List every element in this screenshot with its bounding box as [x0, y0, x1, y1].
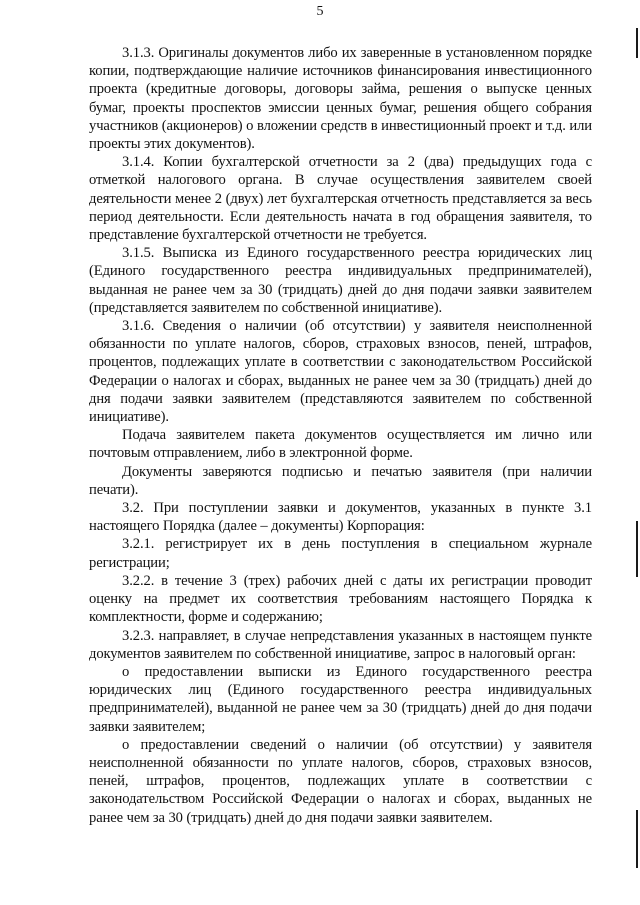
scan-edge-mark [636, 810, 638, 868]
paragraph-3-1-4: 3.1.4. Копии бухгалтерской отчетности за 2 (два) предыдущих года с отметкой налогового органа. В случае осуществления заявителем своей деятельности менее 2 (двух) лет бухгалтерская отчетность представляется за весь период деятельности. Если деятельность начата в год обращения заявителя, то представление бухгалтерской отчетности не требуется. [89, 154, 592, 244]
paragraph-request-egrul: о предоставлении выписки из Единого государственного реестра юридических лиц (Единого государственного реестра индивидуальных предпринимателей), выданной не ранее чем за 30 (тридцать) дней до дня подачи заявки заявителем; [89, 663, 592, 735]
page-number: 5 [316, 4, 324, 19]
paragraph-3-2-3: 3.2.3. направляет, в случае непредставления указанных в настоящем пункте документов заявителем по собственной инициативе, запрос в налоговый орган: [89, 627, 592, 662]
scan-edge-mark [636, 521, 638, 577]
paragraph-3-1-5: 3.1.5. Выписка из Единого государственного реестра юридических лиц (Единого государственного реестра индивидуальных предпринимателей), выданная не ранее чем за 30 (тридцать) дней до дня подачи заявки заявителем (представляется заявителем по собственной инициативе). [89, 245, 592, 316]
paragraph-submission: Подача заявителем пакета документов осуществляется им лично или почтовым отправлением, либо в электронной форме. [89, 427, 592, 462]
paragraph-3-2-1: 3.2.1. регистрирует их в день поступления в специальном журнале регистрации; [89, 536, 592, 571]
scan-edge-mark [636, 28, 638, 58]
paragraph-3-2-2: 3.2.2. в течение 3 (трех) рабочих дней с даты их регистрации проводит оценку на предмет их соответствия требованиям настоящего Порядка к комплектности, форме и содержанию; [89, 572, 592, 626]
paragraph-3-1-3: 3.1.3. Оригиналы документов либо их заверенные в установленном порядке копии, подтверждающие наличие источников финансирования инвестиционного проекта (кредитные договоры, договоры займа, решения о выпуске ценных бумаг, проекты проспектов эмиссии ценных бумаг, решения общего собрания участников (акционеров) о вложении средств в инвестиционный проект и т.д. или проекты этих документов). [89, 45, 592, 153]
paragraph-certification: Документы заверяются подписью и печатью заявителя (при наличии печати). [89, 463, 592, 498]
document-body [89, 44, 592, 827]
paragraph-request-tax: о предоставлении сведений о наличии (об отсутствии) у заявителя неисполненной обязанности по уплате налогов, сборов, страховых взносов, пеней, штрафов, процентов, подлежащих уплате в соответствии с законодательством Российской Федерации о налогах и сборах, выданных не ранее чем за 30 (тридцать) дней до дня подачи заявки заявителем. [89, 736, 592, 826]
paragraph-3-2: 3.2. При поступлении заявки и документов, указанных в пункте 3.1 настоящего Порядка (далее – документы) Корпорация: [89, 500, 592, 535]
paragraph-3-1-6: 3.1.6. Сведения о наличии (об отсутствии) у заявителя неисполненной обязанности по уплате налогов, сборов, страховых взносов, пеней, штрафов, процентов, подлежащих уплате в соответствии с законодательством Российской Федерации о налогах и сборах, выданных не ранее чем за 30 (тридцать) дней до дня подачи заявки заявителем (представляются заявителем по собственной инициативе). [89, 318, 592, 426]
